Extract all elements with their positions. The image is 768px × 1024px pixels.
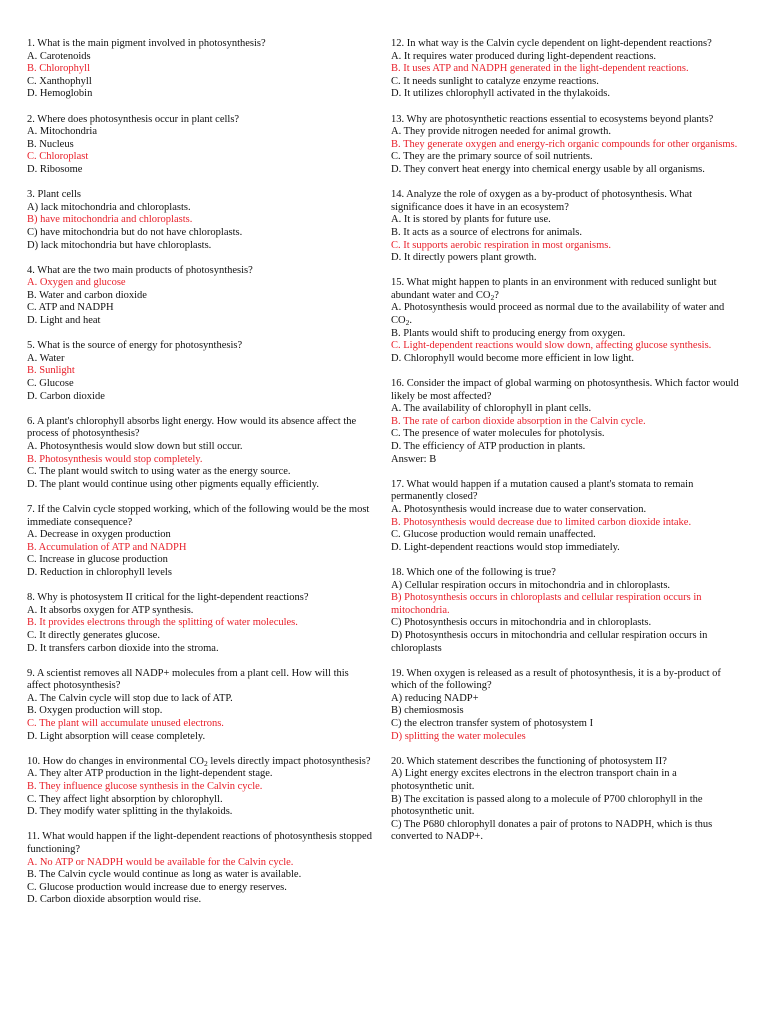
question-block xyxy=(27,38,372,101)
answer-option: A. Photosynthesis would proceed as normal due to the availability of water and $CO_2$. xyxy=(391,302,725,328)
question-text: 8. Why is photosystem II critical for the light-dependent reactions? xyxy=(27,592,309,604)
answer-option: A. It requires water produced during light-dependent reactions. xyxy=(391,50,657,62)
answer-option: B. It acts as a source of electrons for animals. xyxy=(391,226,582,238)
answer-option: A. It is stored by plants for future use. xyxy=(391,214,551,226)
answer-option: C) have mitochondria but do not have chloroplasts. xyxy=(27,226,243,238)
question-text: 16. Consider the impact of global warming on photosynthesis. Which factor would likely be most affected? xyxy=(391,378,739,402)
answer-option: A. Water xyxy=(27,352,65,364)
question-block xyxy=(391,189,741,265)
correct-answer-option: B. Photosynthesis would decrease due to limited carbon dioxide intake. xyxy=(391,516,692,528)
answer-option: A. Photosynthesis would slow down but still occur. xyxy=(27,441,243,452)
answer-option: C. Glucose production would remain unaffected. xyxy=(391,529,596,541)
answer-option: A) lack mitochondria and chloroplasts. xyxy=(27,201,191,213)
answer-option: A. Photosynthesis would increase due to water conservation. xyxy=(391,503,647,515)
question-block xyxy=(27,265,372,328)
answer-option: D. It utilizes chlorophyll activated in the thylakoids. xyxy=(391,88,610,100)
answer-option: A. Carotenoids xyxy=(27,50,91,62)
answer-option: D) lack mitochondria but have chloroplasts. xyxy=(27,239,212,251)
answer-option: D. It directly powers plant growth. xyxy=(391,252,537,264)
question-text: 13. Why are photosynthetic reactions essential to ecosystems beyond plants? xyxy=(391,113,714,125)
correct-answer-option: B. They generate oxygen and energy-rich organic compounds for other organisms. xyxy=(391,138,738,150)
question-block xyxy=(27,340,372,403)
question-text: 2. Where does photosynthesis occur in plant cells? xyxy=(27,113,240,125)
question-text: 18. Which one of the following is true? xyxy=(391,566,556,578)
question-text: 9. A scientist removes all NADP+ molecules from a plant cell. How will this affect photosynthesis? xyxy=(27,667,349,692)
question-text: 10. How do changes in environmental $CO_2$ levels directly impact photosynthesis? xyxy=(27,755,371,768)
question-block xyxy=(27,504,372,580)
correct-answer-option: D) splitting the water molecules xyxy=(391,730,526,742)
answer-option: C. They are the primary source of soil nutrients. xyxy=(391,151,593,163)
answer-option: C. The plant would switch to using water as the energy source. xyxy=(27,466,291,478)
correct-answer-option: B. Accumulation of ATP and NADPH xyxy=(27,541,187,553)
answer-option: C. It needs sunlight to catalyze enzyme reactions. xyxy=(391,75,599,87)
question-text: 11. What would happen if the light-dependent reactions of photosynthesis stopped functioning? xyxy=(27,831,372,855)
question-block xyxy=(391,479,741,555)
question-block xyxy=(27,416,372,492)
correct-answer-option: B) Photosynthesis occurs in chloroplasts and cellular respiration occurs in mitochondria. xyxy=(391,592,702,616)
answer-option: A. Decrease in oxygen production xyxy=(27,529,171,541)
answer-option: D. It transfers carbon dioxide into the stroma. xyxy=(27,642,219,654)
question-block xyxy=(391,277,741,365)
answer-option: D. They convert heat energy into chemical energy usable by all organisms. xyxy=(391,163,705,175)
answer-option: D) Photosynthesis occurs in mitochondria and cellular respiration occurs in chloroplasts xyxy=(391,629,708,654)
answer-option: D. They modify water splitting in the thylakoids. xyxy=(27,806,233,818)
correct-answer-option: B. The rate of carbon dioxide absorption in the Calvin cycle. xyxy=(391,415,646,427)
question-block xyxy=(27,668,372,744)
question-text: 3. Plant cells xyxy=(27,189,81,201)
answer-option: C. Increase in glucose production xyxy=(27,554,168,566)
answer-option: A. It absorbs oxygen for ATP synthesis. xyxy=(27,604,194,616)
answer-option: D. Carbon dioxide absorption would rise. xyxy=(27,894,202,906)
answer-option: A) Light energy excites electrons in the electron transport chain in a photosynthetic unit. xyxy=(391,768,677,793)
correct-answer-option: C. It supports aerobic respiration in most organisms. xyxy=(391,239,611,251)
answer-option: C. The presence of water molecules for photolysis. xyxy=(391,428,605,440)
correct-answer-option: B. It provides electrons through the splitting of water molecules. xyxy=(27,617,298,629)
answer-option: D. Light absorption will cease completely. xyxy=(27,730,206,742)
correct-answer-option: A. No ATP or NADPH would be available for the Calvin cycle. xyxy=(27,856,294,868)
question-block xyxy=(391,378,741,466)
answer-option: D. The efficiency of ATP production in plants. xyxy=(391,441,586,452)
answer-option: C) The P680 chlorophyll donates a pair of protons to NADPH, which is thus converted to NADP+. xyxy=(391,818,713,843)
question-block xyxy=(27,831,372,907)
answer-option: A) Cellular respiration occurs in mitochondria and in chloroplasts. xyxy=(391,579,671,591)
answer-option: A. The availability of chlorophyll in plant cells. xyxy=(391,403,592,415)
answer-option: C. It directly generates glucose. xyxy=(27,629,160,641)
answer-option: D. Light-dependent reactions would stop immediately. xyxy=(391,541,620,553)
question-text: 6. A plant's chlorophyll absorbs light energy. How would its absence affect the process of photosynthesis? xyxy=(27,415,357,440)
question-text: 4. What are the two main products of photosynthesis? xyxy=(27,264,253,276)
answer-option: B) chemiosmosis xyxy=(391,705,464,717)
correct-answer-option: B. It uses ATP and NADPH generated in the light-dependent reactions. xyxy=(391,63,689,75)
answer-option: B. The Calvin cycle would continue as long as water is available. xyxy=(27,869,302,881)
question-text: 14. Analyze the role of oxygen as a by-product of photosynthesis. What significance does it have in an ecosystem? xyxy=(391,189,693,213)
question-block xyxy=(391,567,741,655)
answer-option: C. Xanthophyll xyxy=(27,75,92,87)
answer-option: B) The excitation is passed along to a molecule of P700 chlorophyll in the photosynthetic unit. xyxy=(391,793,703,818)
question-block xyxy=(391,38,741,101)
answer-option: A) reducing NADP+ xyxy=(391,692,479,704)
correct-answer-option: B. They influence glucose synthesis in the Calvin cycle. xyxy=(27,781,263,793)
correct-answer-option: C. Chloroplast xyxy=(27,151,89,163)
question-block xyxy=(391,756,741,844)
answer-option: C. Glucose xyxy=(27,378,74,390)
answer-option: D. Reduction in chlorophyll levels xyxy=(27,566,172,578)
correct-answer-option: B) have mitochondria and chloroplasts. xyxy=(27,214,193,226)
correct-answer-option: B. Chlorophyll xyxy=(27,63,91,75)
question-block xyxy=(27,756,372,819)
question-block xyxy=(27,114,372,177)
question-text: 7. If the Calvin cycle stopped working, which of the following would be the most immediate consequence? xyxy=(27,503,370,528)
answer-option: D. The plant would continue using other pigments equally efficiently. xyxy=(27,478,319,490)
question-text: 19. When oxygen is released as a result of photosynthesis, it is a by-product of which of the following? xyxy=(391,667,721,692)
question-block xyxy=(27,592,372,655)
answer-option: B. Plants would shift to producing energy from oxygen. xyxy=(391,327,626,339)
question-text: 20. Which statement describes the functioning of photosystem II? xyxy=(391,755,667,767)
left-column xyxy=(27,38,372,920)
answer-option: A. The Calvin cycle will stop due to lack of ATP. xyxy=(27,692,233,704)
question-text: 17. What would happen if a mutation caused a plant's stomata to remain permanently closed? xyxy=(391,478,694,503)
answer-option: A. Mitochondria xyxy=(27,126,97,138)
question-block xyxy=(391,668,741,744)
question-block xyxy=(391,114,741,177)
right-column xyxy=(391,38,741,857)
correct-answer-option: B. Photosynthesis would stop completely. xyxy=(27,453,203,465)
answer-option: Answer: B xyxy=(391,453,437,465)
answer-option: B. Oxygen production will stop. xyxy=(27,705,163,717)
question-text: 1. What is the main pigment involved in photosynthesis? xyxy=(27,38,266,49)
answer-option: C) Photosynthesis occurs in mitochondria and in chloroplasts. xyxy=(391,617,652,629)
answer-option: D. Hemoglobin xyxy=(27,88,93,100)
question-text: 12. In what way is the Calvin cycle dependent on light-dependent reactions? xyxy=(391,38,712,49)
answer-option: A. They provide nitrogen needed for animal growth. xyxy=(391,126,611,138)
answer-option: D. Chlorophyll would become more efficient in low light. xyxy=(391,352,635,364)
answer-option: D. Ribosome xyxy=(27,163,83,175)
question-text: 5. What is the source of energy for photosynthesis? xyxy=(27,340,243,352)
answer-option: C. Glucose production would increase due to energy reserves. xyxy=(27,881,287,893)
correct-answer-option: C. Light-dependent reactions would slow down, affecting glucose synthesis. xyxy=(391,340,712,352)
answer-option: D. Carbon dioxide xyxy=(27,390,105,402)
question-text: 15. What might happen to plants in an environment with reduced sunlight but abundant water and $CO_2$? xyxy=(391,277,717,302)
answer-option: D. Light and heat xyxy=(27,315,101,327)
answer-option: B. Nucleus xyxy=(27,138,74,150)
correct-answer-option: A. Oxygen and glucose xyxy=(27,277,126,289)
answer-option: C. ATP and NADPH xyxy=(27,302,114,314)
answer-option: C) the electron transfer system of photosystem I xyxy=(391,718,594,730)
answer-option: A. They alter ATP production in the light-dependent stage. xyxy=(27,768,273,780)
answer-option: C. They affect light absorption by chlorophyll. xyxy=(27,793,223,805)
question-block xyxy=(27,189,372,252)
correct-answer-option: C. The plant will accumulate unused electrons. xyxy=(27,718,224,730)
correct-answer-option: B. Sunlight xyxy=(27,365,75,377)
answer-option: B. Water and carbon dioxide xyxy=(27,289,147,301)
